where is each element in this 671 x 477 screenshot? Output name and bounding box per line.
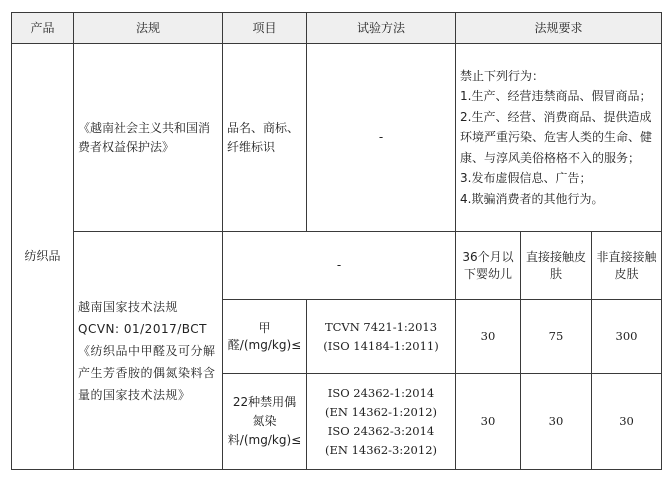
test-method-cell: - — [307, 44, 456, 232]
method-line: TCVN 7421-1:2013 — [324, 319, 438, 334]
requirements-cell — [456, 44, 662, 232]
header-product: 产品 — [12, 13, 74, 44]
formaldehyde-infant-value: 30 — [456, 300, 521, 374]
formaldehyde-direct-value: 75 — [521, 300, 592, 374]
formaldehyde-method-cell — [307, 300, 456, 374]
header-item: 项目 — [223, 13, 307, 44]
azo-dye-indirect-value: 30 — [592, 374, 662, 470]
requirement-line: 3.发布虚假信息、广告； — [460, 171, 592, 186]
header-test-method: 试验方法 — [307, 13, 456, 44]
azo-dye-item-cell: 22种禁用偶氮染料/(mg/kg)≤ — [223, 374, 307, 470]
header-regulation: 法规 — [74, 13, 223, 44]
method-line: ISO 24362-1:2014 — [327, 385, 435, 400]
requirement-line: 4.欺骗消费者的其他行为。 — [460, 191, 604, 206]
method-line: (ISO 14184-1:2011) — [323, 338, 439, 353]
method-line: ISO 24362-3:2014 — [327, 423, 435, 438]
requirement-line: 1.生产、经营违禁商品、假冒商品； — [460, 89, 652, 104]
item-method-dash-cell: - — [223, 232, 456, 300]
header-requirements: 法规要求 — [456, 13, 662, 44]
azo-dye-direct-value: 30 — [521, 374, 592, 470]
category-infant-cell: 36个月以下婴幼儿 — [456, 232, 521, 300]
method-line: (EN 14362-1:2012) — [324, 404, 437, 419]
category-indirect-contact-cell: 非直接接触皮肤 — [592, 232, 662, 300]
header-row — [12, 13, 662, 44]
azo-dye-method-cell — [307, 374, 456, 470]
formaldehyde-indirect-value: 300 — [592, 300, 662, 374]
table-row — [12, 44, 662, 232]
item-label-cell: 品名、商标、纤维标识 — [223, 44, 307, 232]
qcvn-law-cell: 越南国家技术法规QCVN: 01/2017/BCT《纺织品中甲醛及可分解产生芳香胺的偶氮染料含量的国家技术法规》 — [74, 232, 223, 470]
product-cell: 纺织品 — [12, 44, 74, 470]
azo-dye-infant-value: 30 — [456, 374, 521, 470]
category-direct-contact-cell: 直接接触皮肤 — [521, 232, 592, 300]
method-line: (EN 14362-3:2012) — [324, 442, 437, 457]
requirement-line: 2.生产、经营、消费商品、提供造成环境严重污染、危害人类的生命、健康、与淳风美俗格格不入的服务； — [460, 109, 653, 165]
consumer-law-cell: 《越南社会主义共和国消费者权益保护法》 — [74, 44, 223, 232]
requirement-line: 禁止下列行为： — [460, 68, 545, 83]
table-row — [12, 232, 662, 300]
regulation-table — [11, 12, 662, 470]
formaldehyde-item-cell: 甲醛/(mg/kg)≤ — [223, 300, 307, 374]
